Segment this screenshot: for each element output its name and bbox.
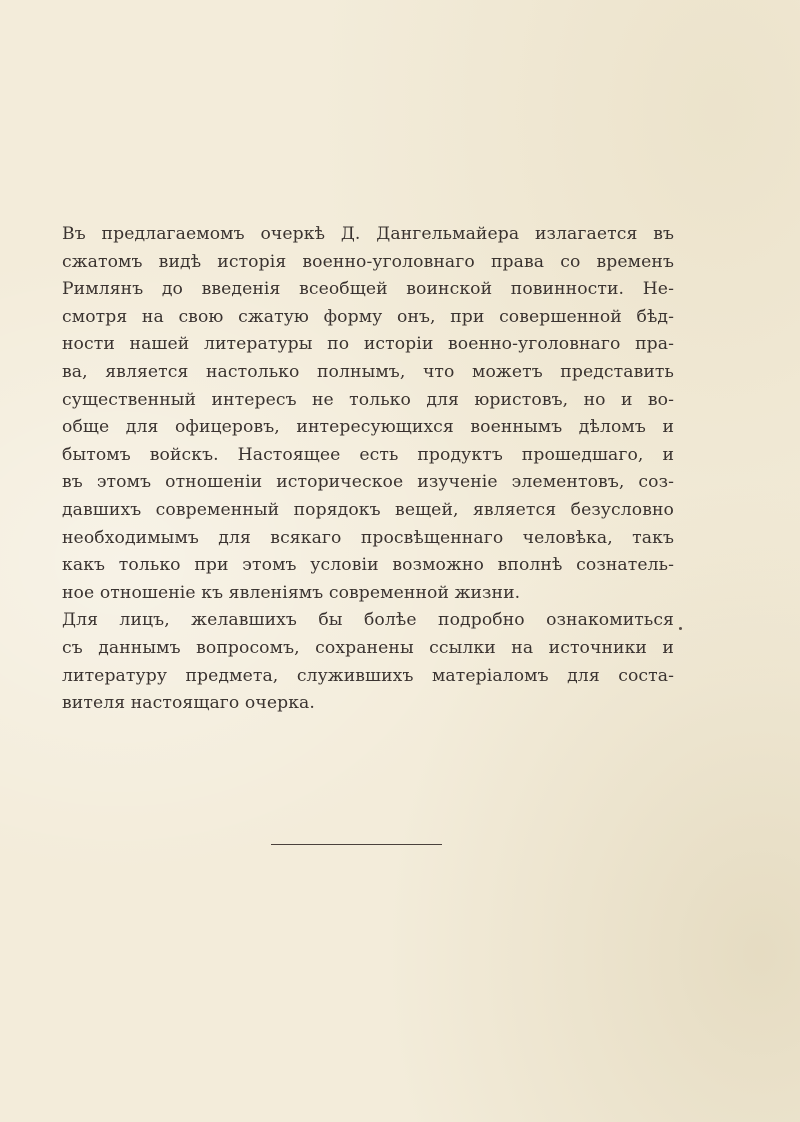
text-line: обще для офицеровъ, интересующихся военнымъ дѣломъ и — [62, 417, 674, 438]
text-line: существенный интересъ не только для юристовъ, но и во- — [62, 389, 674, 410]
text-line: ва, является настолько полнымъ, что можетъ представить — [62, 361, 674, 382]
text-line: ности нашей литературы по исторіи военно-уголовнаго пра- — [62, 334, 674, 355]
text-line: бытомъ войскъ. Настоящее есть продуктъ прошедшаго, и — [62, 444, 674, 465]
text-line: вителя настоящаго очерка. — [62, 693, 315, 714]
paragraph-1 — [62, 221, 674, 607]
text-line: сжатомъ видѣ исторія военно-уголовнаго права со временъ — [62, 251, 674, 272]
text-line: Для лицъ, желавшихъ бы болѣе подробно ознакомиться — [62, 610, 674, 631]
text-line: необходимымъ для всякаго просвѣщеннаго человѣка, такъ — [62, 527, 674, 548]
section-divider-rule — [271, 844, 442, 845]
text-line: Въ предлагаемомъ очеркѣ Д. Дангельмайера излагается въ — [62, 224, 674, 244]
paragraph-2 — [62, 607, 674, 717]
text-line: смотря на свою сжатую форму онъ, при совершенной бѣд- — [62, 306, 674, 327]
text-line: ное отношеніе къ явленіямъ современной жизни. — [62, 582, 521, 603]
text-line: литературу предмета, служившихъ матеріаломъ для соста- — [62, 665, 674, 686]
text-line: какъ только при этомъ условіи возможно вполнѣ сознатель- — [62, 555, 674, 576]
text-line: давшихъ современный порядокъ вещей, является безусловно — [62, 499, 674, 520]
preface-text — [62, 221, 674, 718]
margin-mark — [679, 627, 682, 630]
text-line: съ даннымъ вопросомъ, сохранены ссылки на источники и — [62, 637, 674, 658]
text-line: въ этомъ отношеніи историческое изученіе элементовъ, соз- — [62, 472, 674, 493]
text-line: Римлянъ до введенія всеобщей воинской повинности. Не- — [62, 279, 674, 300]
